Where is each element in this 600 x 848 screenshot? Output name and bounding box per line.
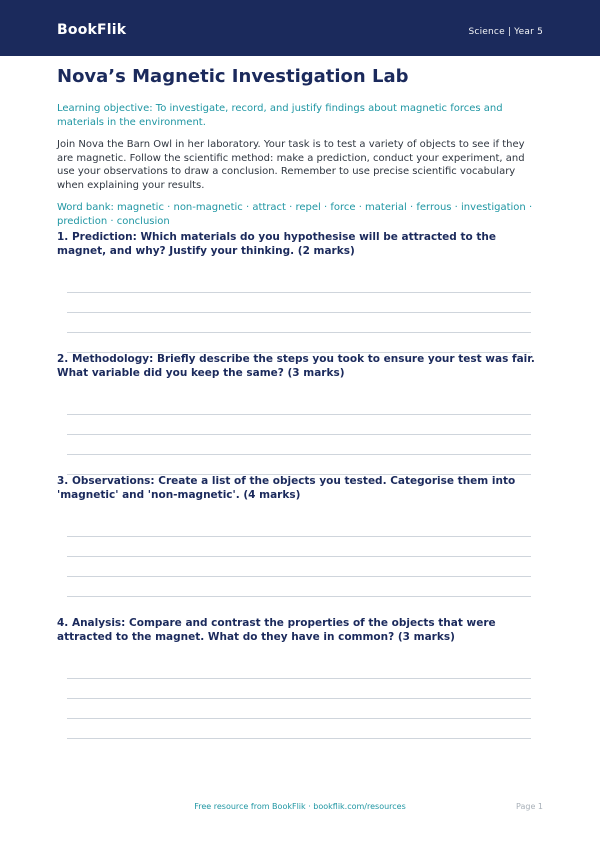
answer-line-q2-1	[67, 414, 531, 415]
page-footer	[0, 802, 600, 814]
page-number: Page 1	[516, 802, 543, 811]
question-2: 2. Methodology: Briefly describe the steps you took to ensure your test was fair. What variable did you keep the same? (3 marks)	[57, 353, 535, 379]
question-4: 4. Analysis: Compare and contrast the properties of the objects that were attracted to the magnet. What do they have in common? (3 marks)	[57, 617, 496, 643]
worksheet-title: Nova’s Magnetic Investigation Lab	[57, 66, 409, 87]
learning-objective: Learning objective: To investigate, record, and justify findings about magnetic forces and materials in the environment.	[57, 103, 503, 128]
answer-line-q3-3	[67, 576, 531, 577]
brand-logo: BookFlik	[57, 22, 127, 38]
footer-resource-text: Free resource from BookFlik · bookflik.com/resources	[194, 802, 406, 811]
answer-line-q4-4	[67, 738, 531, 739]
subject-year-label: Science | Year 5	[468, 27, 543, 37]
question-1: 1. Prediction: Which materials do you hypothesise will be attracted to the magnet, and why? Justify your thinking. (2 marks)	[57, 231, 496, 257]
page-header	[0, 0, 600, 56]
answer-line-q2-2	[67, 434, 531, 435]
answer-line-q3-1	[67, 536, 531, 537]
answer-line-q1-2	[67, 312, 531, 313]
answer-line-q4-1	[67, 678, 531, 679]
answer-line-q3-2	[67, 556, 531, 557]
answer-line-q4-3	[67, 718, 531, 719]
question-3: 3. Observations: Create a list of the objects you tested. Categorise them into 'magnetic' and 'non-magnetic'. (4 marks)	[57, 475, 516, 501]
intro-paragraph: Join Nova the Barn Owl in her laboratory. Your task is to test a variety of objects to see if they are magnetic. Follow the scientific method: make a prediction, conduct your experiment, and use your observations to draw a conclusion. Remember to use precise scientific vocabulary when explaining your results.	[57, 139, 525, 191]
answer-line-q3-4	[67, 596, 531, 597]
answer-line-q1-3	[67, 332, 531, 333]
word-bank: Word bank: magnetic · non-magnetic · attract · repel · force · material · ferrous · investigation · prediction · conclusion	[57, 202, 533, 227]
answer-line-q2-3	[67, 454, 531, 455]
answer-line-q4-2	[67, 698, 531, 699]
answer-line-q1-1	[67, 292, 531, 293]
worksheet-intro	[57, 66, 543, 228]
